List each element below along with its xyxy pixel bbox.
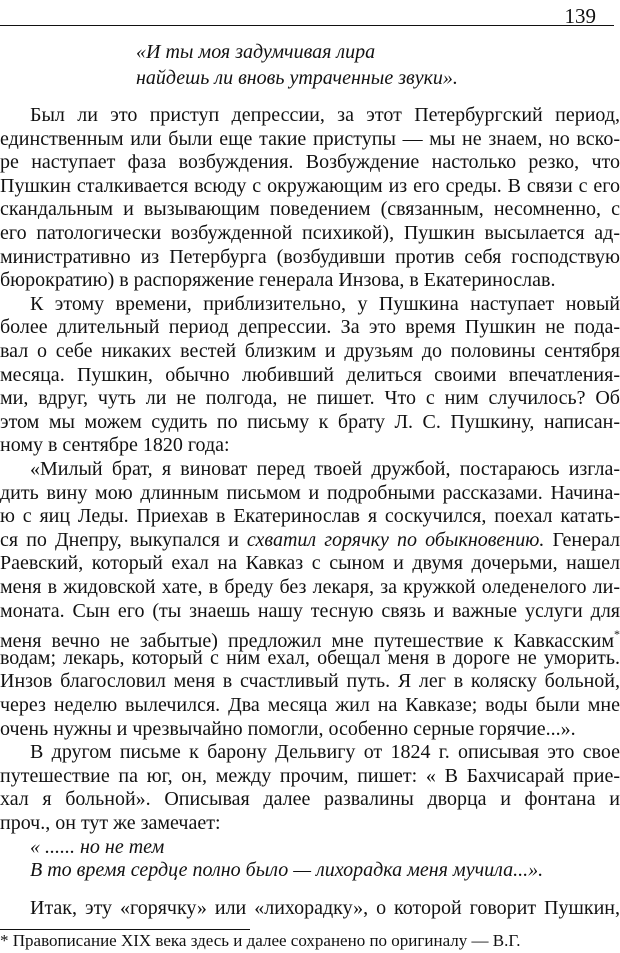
text-line: министративно из Петербурга (возбудивши против себя господствую xyxy=(0,245,620,268)
page-number: 139 xyxy=(564,4,596,28)
text-line: моната. Сын его (ты знаешь нашу тесную связь и важные услуги для xyxy=(0,599,620,622)
text-line: В другом письме к барону Дельвигу от 1824 г. описывая это свое xyxy=(30,741,620,764)
text-line: Итак, эту «горячку» или «лихорадку», о которой говорит Пушкин, xyxy=(30,896,620,919)
verse-line: В то время сердце полно было — лихорадка меня мучила...». xyxy=(30,859,544,882)
text-line: Инзов благословил меня в счастливый путь. Я лег в коляску больной, xyxy=(0,670,620,693)
text-line: скандальным и вызывающим поведением (связанным, несомненно, с xyxy=(0,198,620,221)
text-line: проч., он тут же замечает: xyxy=(0,812,221,834)
text-line: путешествие па юг, он, между прочим, пишет: « В Бахчисарай прие- xyxy=(0,764,620,787)
text-line: месяца. Пушкин, обычно любивший делиться своими впечатления- xyxy=(0,363,620,386)
text-line: Был ли это приступ депрессии, за этот Петербургский период, xyxy=(30,104,620,126)
text-line: ре наступает фаза возбуждения. Возбуждение настолько резко, что xyxy=(0,151,620,174)
text-line: его патологически возбужденной психикой), Пушкин высылается ад- xyxy=(0,222,620,244)
text-run: Генерал xyxy=(544,528,620,551)
text-run: меня вечно не забытые) предложил мне путешествие к Кавкасским xyxy=(0,630,614,653)
text-line: К этому времени, приблизительно, у Пушкина наступает новый xyxy=(30,292,620,315)
text-line: меня в жидовской хате, в бреду без лекаря, за кружкой оледенелого ли- xyxy=(0,576,620,598)
text-line: водам; лекарь, который с ним ехал, обещал меня в дороге не уморить. xyxy=(0,646,620,669)
text-line: вал о себе никаких вестей близким и друзьям до половины сентября xyxy=(0,340,620,362)
footnote-rule xyxy=(0,929,250,930)
epigraph-line: «И ты моя задумчивая лира xyxy=(136,41,376,63)
verse-line: « ...... но не тем xyxy=(30,835,165,858)
text-line: единственным или были еще такие приступы — мы не знаем, но вско- xyxy=(0,127,620,150)
footnote: * Правописание XIX века здесь и далее сохранено по оригиналу — В.Г. xyxy=(0,931,521,950)
italic-run: схватил горячку по обыкновению. xyxy=(246,528,545,551)
text-line: ному в сентябре 1820 года: xyxy=(0,434,230,457)
text-line: дить вину мою длинным письмом и подробными рассказами. Начина- xyxy=(0,481,620,504)
text-line: этом мы можем судить по письму к брату Л. С. Пушкину, написан- xyxy=(0,410,620,433)
text-line: более длительный период депрессии. За это время Пушкин не пода- xyxy=(0,316,620,339)
text-line: ми, вдруг, чуть ли не полгода, не пишет. Что с ним случилось? Об xyxy=(0,387,620,410)
text-line: Раевский, который ехал на Кавказ с сыном и двумя дочерьми, нашел xyxy=(0,552,620,575)
epigraph-line: найдешь ли вновь утраченные звуки». xyxy=(136,67,458,89)
text-line: хал я больной». Описывая далее развалины дворца и фонтана и xyxy=(0,788,620,811)
text-line: очень нужны и чрезвычайно помогли, особенно серные горячие...». xyxy=(0,717,576,740)
text-run: ся по Днепру, выкупался и xyxy=(0,528,247,551)
text-line: ю с яиц Леды. Приехав в Екатеринослав я соскучился, поехал катать- xyxy=(0,505,620,528)
text-line xyxy=(0,529,620,552)
text-line: бюрократию) в распоряжение генерала Инзова, в Екатеринослав. xyxy=(0,269,556,292)
text-line: через неделю вылечился. Два месяца жил на Кавказе; воды были мне xyxy=(0,694,620,716)
footnote-marker: * xyxy=(614,627,620,642)
header-rule xyxy=(0,25,614,26)
text-line: Пушкин сталкивается всюду с окружающим из его среды. В связи с его xyxy=(0,174,620,197)
text-line xyxy=(0,623,620,653)
text-line: «Милый брат, я виноват перед твоей дружбой, постараюсь изгла- xyxy=(30,458,620,480)
